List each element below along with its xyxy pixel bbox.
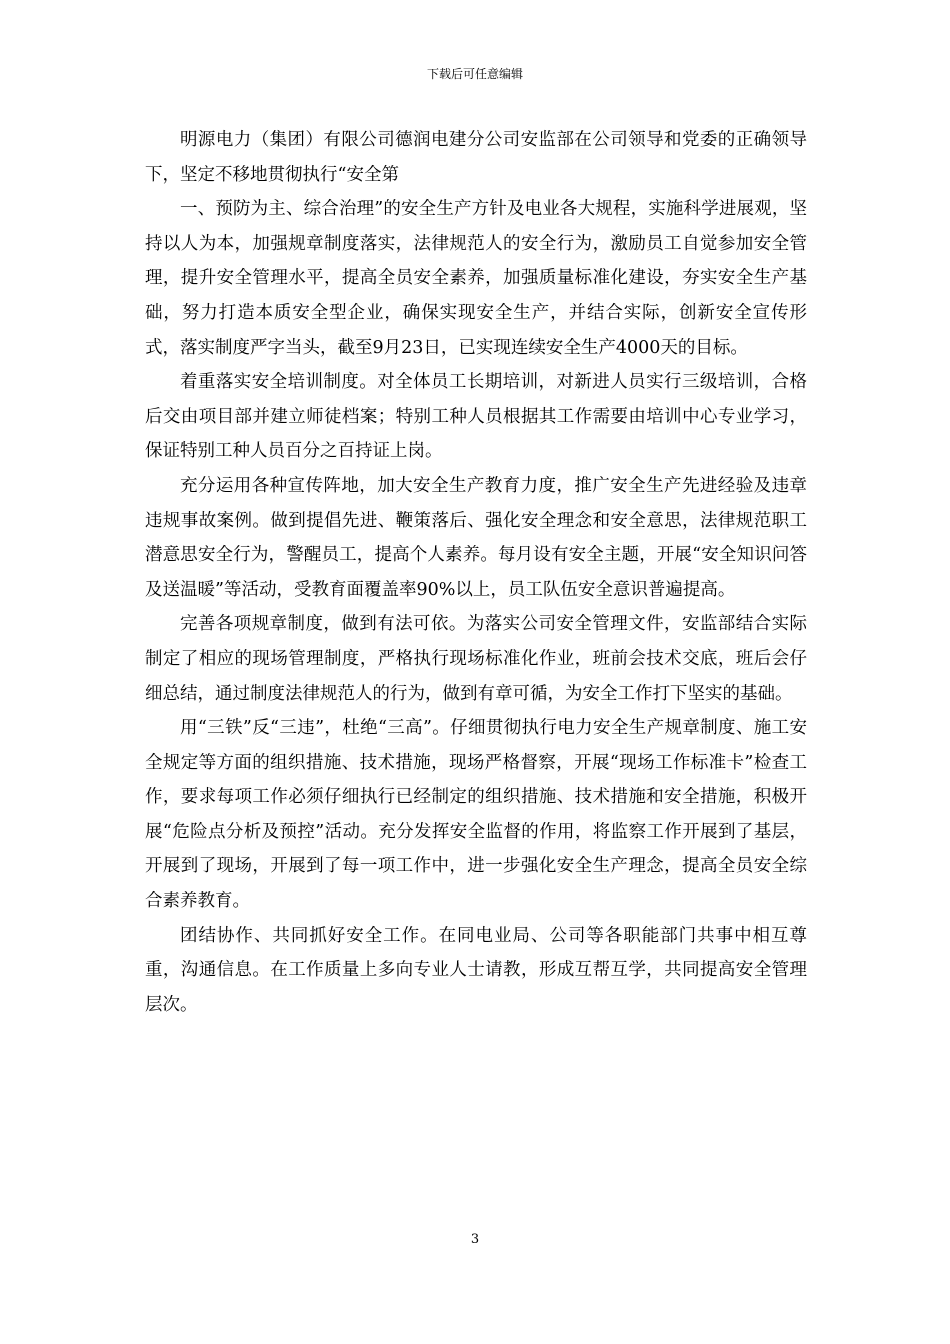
paragraph-intro: 明源电力（集团）有限公司德润电建分公司安监部在公司领导和党委的正确领导下，坚定不移地贯彻执行“安全第 [145, 130, 807, 185]
paragraph-cooperation: 团结协作、共同抓好安全工作。在同电业局、公司等各职能部门共事中相互尊重，沟通信息。在工作质量上多向专业人士请教，形成互帮互学，共同提高安全管理层次。 [145, 925, 807, 1015]
document-body [145, 123, 807, 1022]
paragraph-training: 着重落实安全培训制度。对全体员工长期培训，对新进人员实行三级培训，合格后交由项目部并建立师徒档案；特别工种人员根据其工作需要由培训中心专业学习，保证特别工种人员百分之百持证上岗。 [145, 372, 807, 462]
paragraph-three-iron: 用“三铁”反“三违”，杜绝“三高”。仔细贯彻执行电力安全生产规章制度、施工安全规定等方面的组织措施、技术措施，现场严格督察，开展“现场工作标准卡”检查工作，要求每项工作必须仔细执行已经制定的组织措施、技术措施和安全措施，积极开展“危险点分析及预控”活动。充分发挥安全监督的作用，将监察工作开展到了基层，开展到了现场，开展到了每一项工作中，进一步强化安全生产理念，提高全员安全综合素养教育。 [145, 718, 807, 912]
page-number: 3 [470, 1232, 480, 1247]
paragraph-publicity: 充分运用各种宣传阵地，加大安全生产教育力度，推广安全生产先进经验及违章违规事故案例。做到提倡先进、鞭策落后、强化安全理念和安全意思，法律规范职工潜意思安全行为，警醒员工，提高个人素养。每月设有安全主题，开展“安全知识问答及送温暖”等活动，受教育面覆盖率90%以上，员工队伍安全意识普遍提高。 [145, 475, 807, 600]
paragraph-regulations: 完善各项规章制度，做到有法可依。为落实公司安全管理文件，安监部结合实际制定了相应的现场管理制度，严格执行现场标准化作业，班前会技术交底，班后会仔细总结，通过制度法律规范人的行为，做到有章可循，为安全工作打下坚实的基础。 [145, 614, 807, 704]
header-note: 下载后可任意编辑 [426, 67, 523, 81]
paragraph-policy: 一、预防为主、综合治理”的安全生产方针及电业各大规程，实施科学进展观，坚持以人为本，加强规章制度落实，法律规范人的安全行为，激励员工自觉参加安全管理，提升安全管理水平，提高全员安全素养，加强质量标准化建设，夯实安全生产基础，努力打造本质安全型企业，确保实现安全生产，并结合实际，创新安全宣传形式，落实制度严字当头，截至9月23日，已实现连续安全生产4000天的目标。 [145, 199, 807, 358]
